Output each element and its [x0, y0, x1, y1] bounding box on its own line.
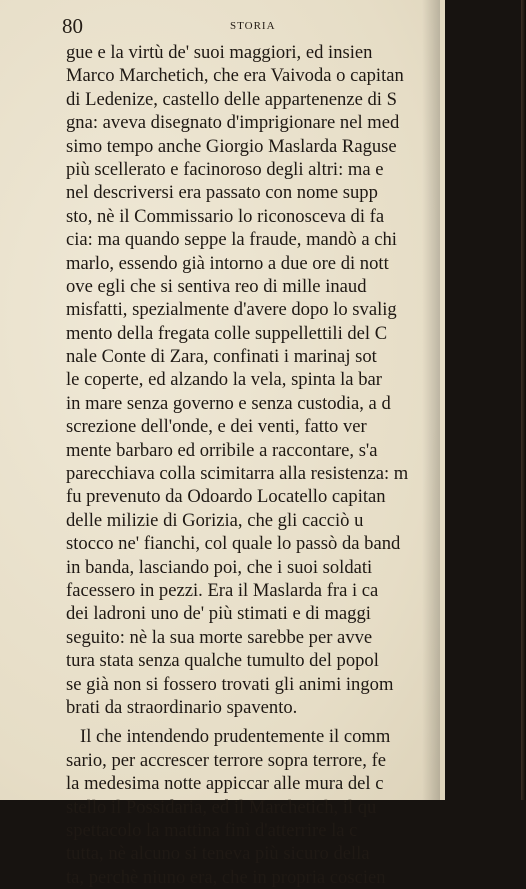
- text-line: stello il Possidaria, ed il Marchetich, il qu: [66, 796, 377, 818]
- text-line: nale Conte di Zara, confinati i marinaj sot: [66, 346, 377, 368]
- page-header: [62, 14, 445, 38]
- text-line: ove egli che si sentiva reo di mille inaud: [66, 275, 367, 297]
- text-line: seguito: nè la sua morte sarebbe per avve: [66, 626, 373, 648]
- text-line: simo tempo anche Giorgio Maslarda Raguse: [66, 135, 397, 157]
- text-line: tura stata senza qualche tumulto del popol: [66, 650, 379, 672]
- text-line: se già non si fossero trovati gli animi ingom: [66, 673, 394, 695]
- text-line: screzione dell'onde, e dei venti, fatto ver: [66, 416, 367, 438]
- text-line: parecchiava colla scimitarra alla resistenza: m: [66, 463, 409, 485]
- text-line: cia: ma quando seppe la fraude, mandò a chi: [66, 229, 397, 251]
- text-line: la medesima notte appiccar alle mura del c: [66, 773, 384, 795]
- running-title: STORIA: [230, 20, 276, 32]
- text-line: mento della fregata colle suppellettili del C: [66, 322, 388, 344]
- text-line: Marco Marchetich, che era Vaivoda o capitan: [66, 65, 404, 87]
- text-line: fu prevenuto da Odoardo Locatello capitan: [66, 486, 386, 508]
- paragraph: [66, 725, 526, 889]
- text-line: le coperte, ed alzando la vela, spinta la bar: [66, 369, 382, 391]
- text-line: tutta, nè alcuno si teneva più sicuro della: [66, 843, 370, 865]
- text-line: in banda, lasciando poi, che i suoi soldati: [66, 556, 373, 578]
- text-line: gna: aveva disegnato d'imprigionare nel med: [66, 112, 400, 134]
- text-line: spettacolo la mattina finì d'atterrire la c: [66, 819, 358, 841]
- text-line: dei ladroni uno de' più stimati e di maggi: [66, 603, 371, 625]
- paragraph: [66, 41, 526, 719]
- page-number: 80: [62, 14, 83, 38]
- text-line: mente barbaro ed orribile a raccontare, s'a: [66, 439, 378, 461]
- body-text: [66, 41, 526, 889]
- text-line: facessero in pezzi. Era il Maslarda fra i ca: [66, 579, 379, 601]
- text-line: misfatti, spezialmente d'avere dopo lo svalig: [66, 299, 397, 321]
- text-line: Il che intendendo prudentemente il comm: [80, 726, 391, 748]
- text-line: stocco ne' fianchi, col quale lo passò da band: [66, 533, 401, 555]
- text-line: sto, nè il Commissario lo riconosceva di fa: [66, 205, 385, 227]
- text-line: sario, per accrescer terrore sopra terrore, fe: [66, 749, 387, 771]
- text-line: nel descriversi era passato con nome supp: [66, 182, 378, 204]
- text-line: delle milizie di Gorizia, che gli cacciò u: [66, 509, 364, 531]
- page-edge: [521, 0, 526, 800]
- text-line: di Ledenize, castello delle appartenenze di S: [66, 88, 397, 110]
- text-line: ta, perchè niuno era, che in propria coscien: [66, 866, 386, 888]
- text-line: più scellerato e facinoroso degli altri: ma e: [66, 158, 384, 180]
- text-line: brati da straordinario spavento.: [66, 696, 298, 718]
- text-line: marlo, essendo già intorno a due ore di nott: [66, 252, 389, 274]
- text-line: gue e la virtù de' suoi maggiori, ed insien: [66, 42, 373, 63]
- text-line: in mare senza governo e senza custodia, a d: [66, 392, 391, 414]
